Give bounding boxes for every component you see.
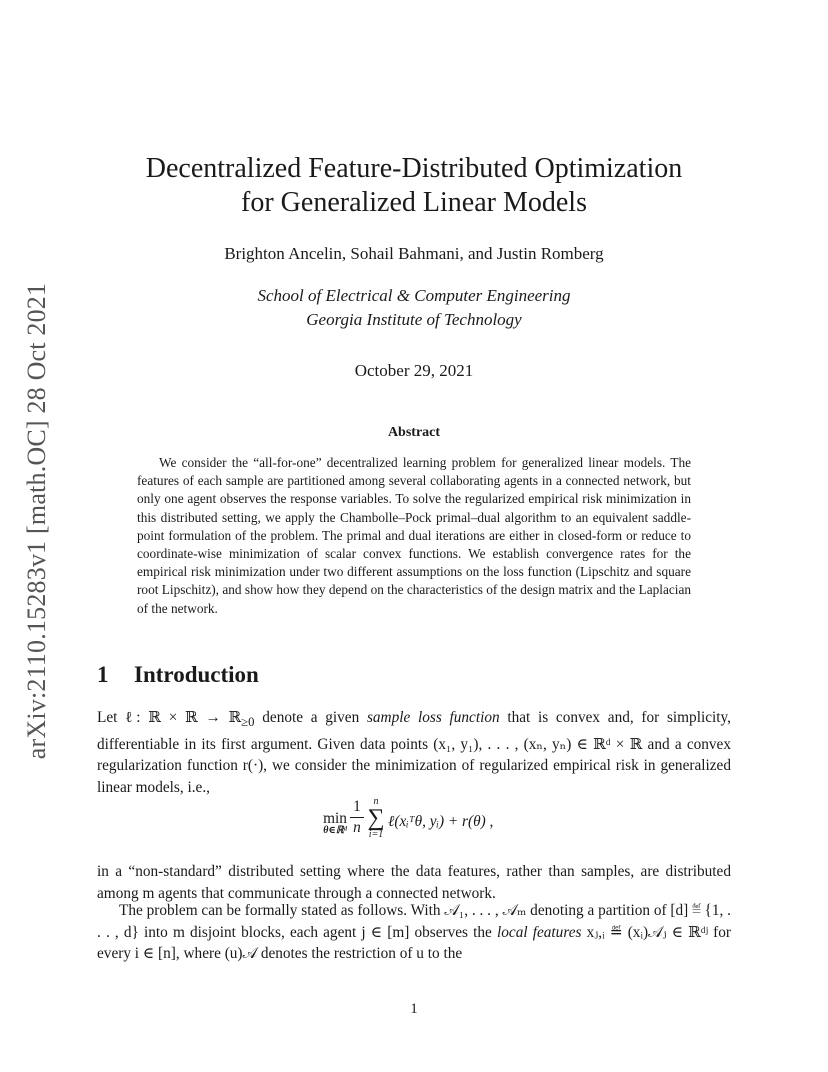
paper-title xyxy=(0,152,828,220)
eq-fraction-bar xyxy=(350,817,364,818)
p3-emphasis: local features xyxy=(497,923,582,941)
eq-sum-lower: i=1 xyxy=(368,829,384,840)
abstract-heading: Abstract xyxy=(387,425,441,440)
p3-part-c: xⱼ,ᵢ ≝ (xᵢ)𝒜ⱼ ∈ ℝᵈʲ for every i ∈ [n], where (u)𝒜 denotes the restriction of u to the xyxy=(97,923,732,962)
p3-part-a: The problem can be formally stated as follows. With 𝒜₁, . . . , 𝒜ₘ denoting a partition of [d] ≝ {1, . . . , d} into m disjoint blocks, each agent j ∈ [m] observes the xyxy=(97,902,731,941)
eq-sum-sign: ∑ xyxy=(367,805,385,831)
arxiv-sidebar xyxy=(14,268,60,774)
title-line-1: Decentralized Feature-Distributed Optimization xyxy=(145,153,683,184)
p1-part-a: Let ℓ: ℝ × ℝ → ℝ xyxy=(97,709,242,726)
section-number: 1 xyxy=(97,662,109,687)
eq-min-subscript: θ∈ℝᵈ xyxy=(323,825,347,836)
page-number: 1 xyxy=(410,1001,418,1017)
affiliation xyxy=(0,284,828,332)
eq-body: ℓ(xᵢᵀθ, yᵢ) + r(θ) , xyxy=(388,813,494,830)
affiliation-line-1: School of Electrical & Computer Engineering xyxy=(257,286,571,305)
eq-fraction xyxy=(350,798,364,837)
section-heading xyxy=(97,662,259,688)
title-line-2: for Generalized Linear Models xyxy=(241,187,587,218)
arxiv-identifier: arXiv:2110.15283v1 [math.OC] 28 Oct 2021 xyxy=(22,282,51,760)
intro-paragraph-3 xyxy=(97,900,731,965)
affiliation-line-2: Georgia Institute of Technology xyxy=(306,310,522,329)
paper-date: October 29, 2021 xyxy=(354,361,474,380)
p1-part-b: denote a given xyxy=(254,709,367,726)
eq-numerator: 1 xyxy=(353,798,361,815)
eq-min-text: min xyxy=(323,810,347,827)
intro-paragraph-1 xyxy=(97,707,731,798)
author-list: Brighton Ancelin, Sohail Bahmani, and Justin Romberg xyxy=(224,244,604,263)
p1-subscript: ≥0 xyxy=(241,715,255,730)
p1-emphasis: sample loss function xyxy=(366,709,500,726)
eq-sum-upper: n xyxy=(373,796,379,807)
p1-part-d: that is convex and, for simplicity, differentiable in its first argument. Given data points (x₁, y₁), . . . , (xₙ, yₙ) ∈ ℝᵈ × ℝ and a convex regularization function r(·), we consider the minimization of regularized empirical risk in generalized linear models, i.e., xyxy=(97,709,731,796)
intro-paragraph-2: in a “non-standard” distributed setting where the data features, rather than samples, are distributed among m agents that communicate through a connected network. xyxy=(97,863,731,902)
section-title: Introduction xyxy=(134,662,259,687)
eq-denominator: n xyxy=(353,819,361,836)
objective-equation xyxy=(0,796,828,852)
eq-summation xyxy=(366,796,386,840)
abstract-text: We consider the “all-for-one” decentralized learning problem for generalized linear models. The features of each sample are partitioned among several collaborating agents in a connected network, but only one agent observes the response variables. To solve the regularized empirical risk minimization in this distributed setting, we apply the Chambolle–Pock primal–dual algorithm to an equivalent saddle-point formulation of the problem. The primal and dual iterations are either in closed-form or reduce to coordinate-wise minimization of scalar convex functions. We establish convergence rates for the empirical risk minimization under two different assumptions on the loss function (Lipschitz and square root Lipschitz), and show how they depend on the characteristics of the design matrix and the Laplacian of the network. xyxy=(137,455,691,616)
